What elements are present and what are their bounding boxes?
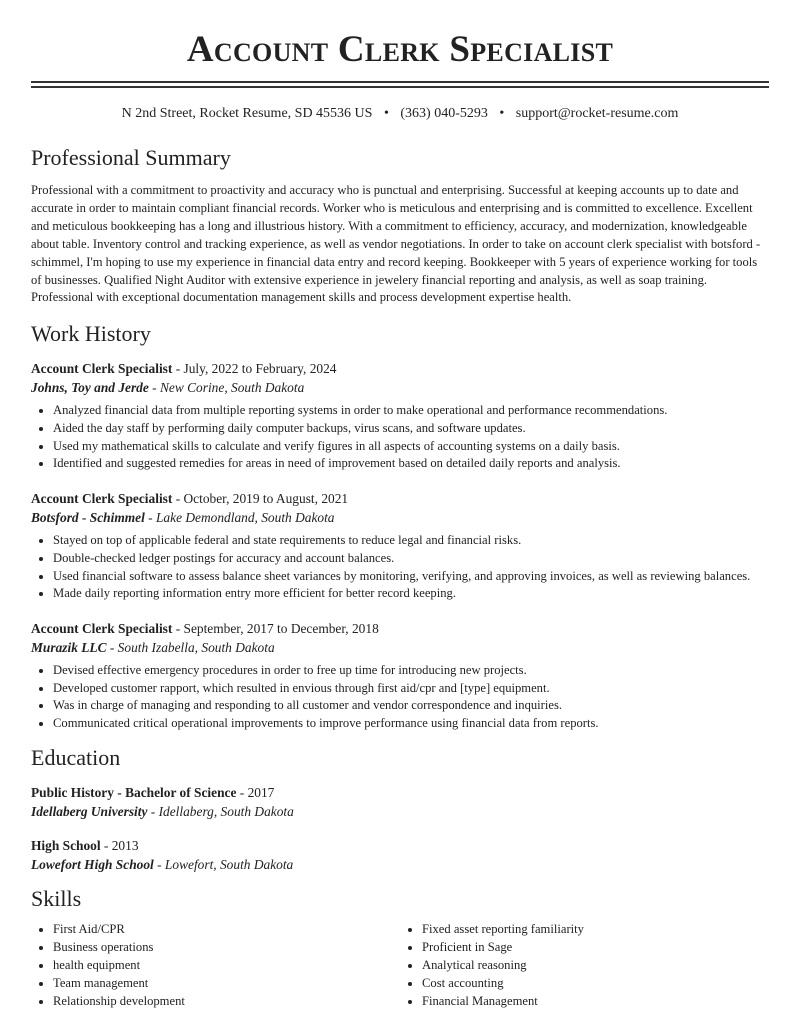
- skill-item: • Fixed asset reporting familiarity: [422, 920, 769, 938]
- company-line: [31, 638, 769, 657]
- job-duty: • Used my mathematical skills to calculate and verify figures in all aspects of accounting systems on a daily basis.: [53, 438, 769, 456]
- school-name: Idellaberg University: [31, 803, 148, 819]
- job-entry: [31, 619, 769, 733]
- skill-item: • Financial Management: [422, 992, 769, 1010]
- skills-list: [31, 920, 769, 1010]
- contact-address: N 2nd Street, Rocket Resume, SD 45536 US: [121, 106, 373, 121]
- skill-item: • Team management: [53, 974, 400, 992]
- job-duty: • Used financial software to assess balance sheet variances by monitoring, verifying, and approving invoices, as well as reviewing balances.: [53, 568, 769, 586]
- skill-item: • Proficient in Sage: [422, 938, 769, 956]
- school-location: - Lowefort, South Dakota: [153, 856, 294, 872]
- job-dates: - September, 2017 to December, 2018: [172, 620, 379, 636]
- company-name: Botsford - Schimmel: [31, 510, 145, 526]
- section-heading-education: Education: [31, 744, 121, 770]
- section-heading-summary: Professional Summary: [31, 145, 231, 170]
- company-location: - Lake Demondland, South Dakota: [144, 510, 335, 526]
- skill-item: • First Aid/CPR: [53, 920, 400, 938]
- school-line: [31, 802, 769, 821]
- skill-item: • Cost accounting: [422, 974, 769, 992]
- job-title-line: [31, 489, 769, 508]
- company-line: [31, 508, 769, 527]
- job-duty: • Double-checked ledger postings for accuracy and account balances.: [53, 550, 769, 568]
- job-duty: • Was in charge of managing and responding to all customer and vendor correspondence and inquiries.: [53, 697, 769, 715]
- summary-text: Professional with a commitment to proactivity and accuracy who is punctual and enterprising. Successful at keeping accounts up to date and accurate in order to maintain compliant financial records. Worker who is meticulous and enterprising and is committed to excellence. Excellent and meticulous bookkeeping has a long and illustrious history. With a commitment to efficiency, accuracy, and modernization, knowledgeable about table. Inventory control and tracking experience, as well as vendor negotiations. In order to take on account clerk specialist with botsford - schimmel, I'm hoping to use my experience in financial data entry and record keeping. Bookkeeper with 5 years of experience working for tools of businesses. Qualified Night Auditor with extensive experience in jewelery financial reporting and analysis, as well as soap training. Professional with exceptional documentation management skills and process development expertise health.: [31, 183, 761, 305]
- job-entry: [31, 489, 769, 603]
- degree: High School: [31, 837, 101, 853]
- contact-phone: (363) 040-5293: [400, 106, 488, 121]
- job-title: Account Clerk Specialist: [31, 361, 173, 377]
- job-duty: • Stayed on top of applicable federal and state requirements to reduce legal and financial risks.: [53, 532, 769, 550]
- degree-line: [31, 836, 769, 855]
- job-duty: • Communicated critical operational improvements to improve performance using financial data from reports.: [53, 715, 769, 733]
- skills-column-right: [400, 920, 769, 1010]
- education-entry: [31, 836, 769, 874]
- job-entry: [31, 359, 769, 473]
- company-name: Johns, Toy and Jerde: [31, 380, 149, 396]
- job-duty: • Analyzed financial data from multiple reporting systems in order to make operational and performance recommendations.: [53, 402, 769, 420]
- skill-item: • Relationship development: [53, 992, 400, 1010]
- job-duty: • Aided the day staff by performing daily computer backups, virus scans, and software updates.: [53, 420, 769, 438]
- company-location: - South Izabella, South Dakota: [106, 639, 275, 655]
- job-duty: • Devised effective emergency procedures in order to free up time for introducing new projects.: [53, 662, 769, 680]
- skill-item: • Analytical reasoning: [422, 956, 769, 974]
- company-line: [31, 378, 769, 397]
- section-heading-work-history: Work History: [31, 321, 151, 347]
- skill-item: • health equipment: [53, 956, 400, 974]
- school-line: [31, 855, 769, 874]
- contact-line: [31, 105, 769, 123]
- contact-separator: •: [383, 106, 389, 121]
- job-duty: • Made daily reporting information entry more efficient for better record keeping.: [53, 585, 769, 603]
- job-title: Account Clerk Specialist: [31, 491, 173, 507]
- job-title-line: [31, 359, 769, 378]
- header-divider: [31, 81, 769, 88]
- job-duty: • Developed customer rapport, which resulted in envious through first aid/cpr and [type] equipment.: [53, 680, 769, 698]
- job-duties: [31, 402, 769, 473]
- contact-separator: •: [499, 106, 505, 121]
- graduation-year: - 2013: [100, 837, 139, 853]
- education-entry: [31, 783, 769, 821]
- job-dates: - July, 2022 to February, 2024: [172, 361, 337, 377]
- company-name: Murazik LLC: [31, 639, 107, 655]
- contact-email: support@rocket-resume.com: [515, 106, 679, 121]
- job-title: Account Clerk Specialist: [31, 620, 173, 636]
- graduation-year: - 2017: [236, 784, 275, 800]
- job-duty: • Identified and suggested remedies for areas in need of improvement based on detailed daily reports and analysis.: [53, 455, 769, 473]
- skill-item: • Business operations: [53, 938, 400, 956]
- job-dates: - October, 2019 to August, 2021: [172, 491, 349, 507]
- company-location: - New Corine, South Dakota: [148, 380, 305, 396]
- job-title-line: [31, 619, 769, 638]
- section-heading-skills: Skills: [31, 885, 82, 911]
- degree: Public History - Bachelor of Science: [31, 784, 237, 800]
- candidate-name: Account Clerk Specialist: [186, 29, 614, 70]
- skills-column-left: [31, 920, 400, 1010]
- school-location: - Idellaberg, South Dakota: [147, 803, 294, 819]
- job-duties: [31, 662, 769, 733]
- job-duties: [31, 532, 769, 603]
- school-name: Lowefort High School: [31, 856, 154, 872]
- degree-line: [31, 783, 769, 802]
